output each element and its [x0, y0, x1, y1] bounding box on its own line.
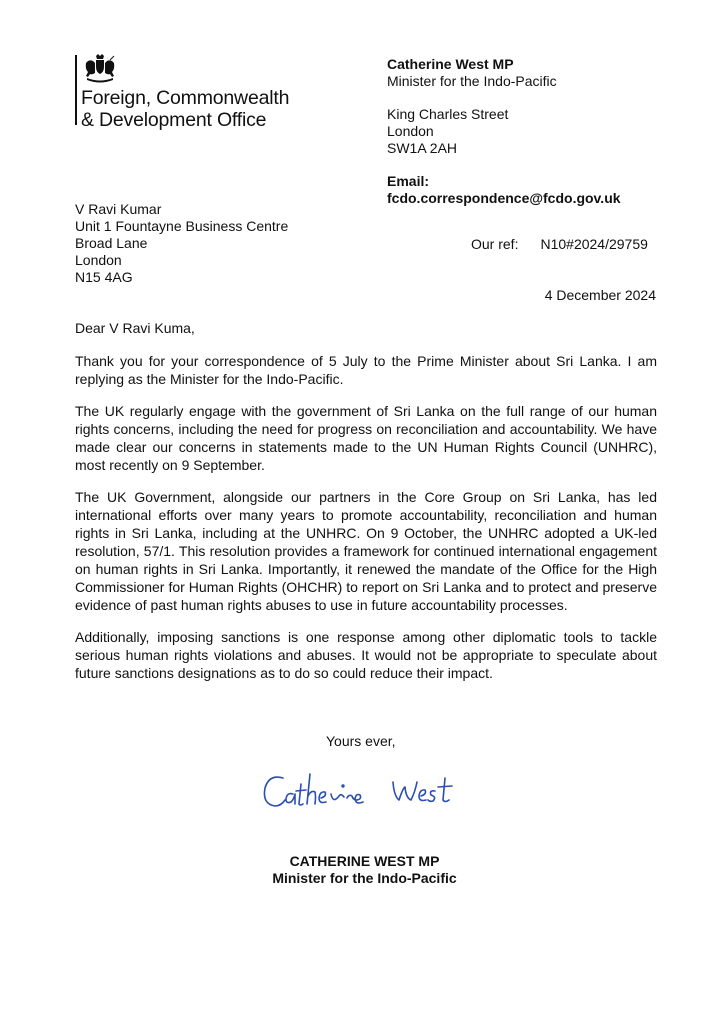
sender-address-line: SW1A 2AH — [387, 140, 458, 156]
body-paragraph: The UK Government, alongside our partners in the Core Group on Sri Lanka, has led international efforts over many years to promote accountability, reconciliation and human rights in Sri Lanka, including at the UNHRC. On 9 October, the UNHRC adopted a UK-led resolution, 57/1. This resolution provides a framework for continued international engagement on human rights in Sri Lanka. Importantly, it renewed the mandate of the Office for the High Commissioner for Human Rights (OHCHR) to report on Sri Lanka and to protect and preserve evidence of past human rights abuses to use in future accountability processes. — [75, 489, 657, 613]
reference-value: N10#2024/29759 — [540, 236, 648, 252]
signoff-name: CATHERINE WEST MP — [289, 853, 440, 869]
email-address: fcdo.correspondence@fcdo.gov.uk — [387, 190, 621, 206]
sender-address-line: London — [387, 123, 434, 139]
signoff-block — [0, 853, 724, 887]
closing-phrase: Yours ever, — [326, 733, 396, 749]
handwritten-signature — [255, 760, 495, 820]
fcdo-logo — [75, 53, 335, 133]
signoff-title: Minister for the Indo-Pacific — [272, 870, 457, 886]
sender-block — [387, 56, 621, 207]
sender-name: Catherine West MP — [387, 56, 514, 72]
recipient-line: London — [75, 252, 122, 268]
body-paragraph: Additionally, imposing sanctions is one response among other diplomatic tools to tackle serious human rights violations and abuses. It would not be appropriate to speculate about future sanctions designations as to do so could reduce their impact. — [75, 629, 657, 681]
logo-divider-bar — [75, 55, 77, 125]
recipient-line: V Ravi Kumar — [75, 201, 162, 217]
salutation: Dear V Ravi Kuma, — [75, 320, 195, 336]
sender-title: Minister for the Indo-Pacific — [387, 73, 557, 89]
body-paragraph: Thank you for your correspondence of 5 July to the Prime Minister about Sri Lanka. I am replying as the Minister for the Indo-Pacific. — [75, 353, 657, 387]
department-name-line-2: & Development Office — [81, 109, 267, 131]
email-label: Email: — [387, 173, 430, 189]
sender-address-line: King Charles Street — [387, 106, 509, 122]
letter-body — [75, 319, 657, 696]
reference-line — [471, 236, 648, 253]
reference-label: Our ref: — [471, 236, 519, 252]
recipient-line: Unit 1 Fountayne Business Centre — [75, 218, 289, 234]
recipient-address — [75, 201, 288, 286]
royal-coat-of-arms-icon — [83, 53, 117, 83]
body-paragraph: The UK regularly engage with the government of Sri Lanka on the full range of our human rights concerns, including the need for progress on reconciliation and accountability. We have made clear our concerns in statements made to the UN Human Rights Council (UNHRC), most recently on 9 September. — [75, 403, 657, 473]
recipient-line: Broad Lane — [75, 235, 148, 251]
letter-date: 4 December 2024 — [544, 287, 656, 303]
recipient-line: N15 4AG — [75, 269, 133, 285]
department-name-line-1: Foreign, Commonwealth — [81, 87, 290, 109]
department-name — [81, 87, 289, 131]
